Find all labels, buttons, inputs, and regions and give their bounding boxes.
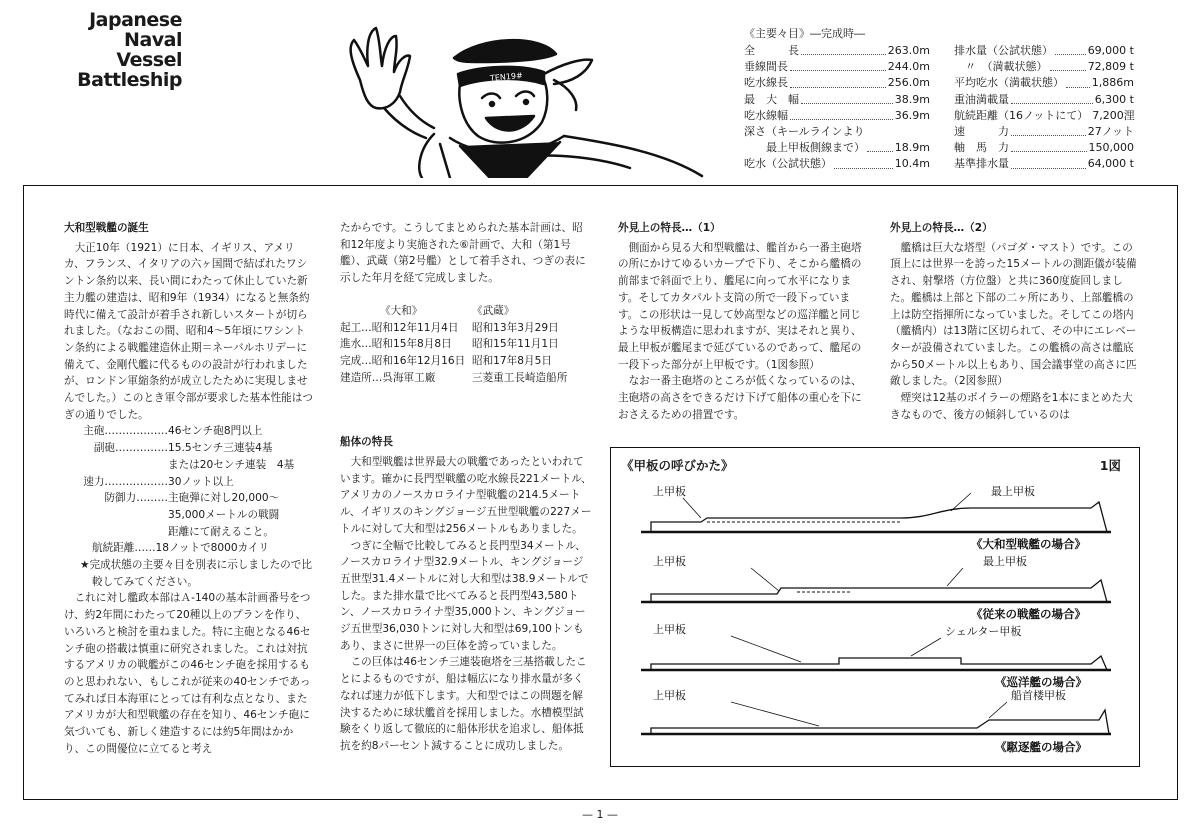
spec-value: 64,000 t: [1087, 157, 1134, 171]
specs-left-column: [744, 43, 930, 173]
figure-title: 《甲板の呼びかた》: [621, 458, 734, 473]
date-musashi: 三菱重工長崎造船所: [472, 371, 568, 384]
spec-value: 7,200浬: [1092, 108, 1135, 122]
label-upper-deck: 上甲板: [653, 623, 686, 636]
paragraph: たからです。こうしてまとめられた基本計画は、昭和12年度より実施された⑥計画で、大和（第1号艦）、武蔵（第2号艦）として着手され、つぎの表に示した年月を経て完成しました。: [340, 222, 586, 285]
label-upper-deck: 上甲板: [653, 485, 686, 498]
paragraph: 側面から見る大和型戦艦は、艦首から一番主砲塔の所にかけてゆるいカーブで下り、そこから艦橋の前部まで斜面で上り、艦尾に向って水平になります。そしてカタパルト支筒の所で一段下っています。この形状は一見して妙高型などの巡洋艦と同じような甲板構造に思われますが、実はそれと異り、最上甲板が艦尾まで延びているのであって、艦尾の一段下った部分が上甲板です。（1図参照）: [618, 241, 862, 371]
requirement-row: [64, 457, 314, 474]
title-line: Vessel: [116, 49, 182, 71]
spec-value: 263.0m: [887, 44, 930, 57]
destroyer-hull-diagram: [641, 688, 1111, 754]
dot-leader: [790, 108, 893, 120]
label-shelter-deck: シェルター甲板: [945, 625, 1022, 638]
date-yamato: 完成…昭和16年12月16日: [340, 354, 466, 367]
spec-label: 最 大 幅: [744, 92, 799, 106]
section-heading: 外見上の特長…（2）: [890, 222, 993, 234]
requirement-key: 防御力………: [104, 492, 168, 505]
spec-row: [954, 92, 1134, 108]
spec-row: [744, 75, 930, 91]
requirement-value: 15.5センチ三連装4基: [168, 442, 273, 455]
spec-label: 基準排水量: [954, 157, 1009, 171]
spec-row: [954, 108, 1134, 124]
spec-value: 1,886m: [1091, 76, 1134, 90]
date-yamato: 建造所…呉海軍工廠: [340, 371, 436, 384]
leader-line: [989, 702, 1007, 718]
article-column-2: [340, 220, 592, 755]
leader-line: [947, 568, 963, 586]
dot-leader: [867, 140, 893, 152]
requirement-key: 主砲………………: [83, 425, 168, 438]
spec-label: 垂線間長: [744, 60, 788, 74]
dot-leader: [790, 75, 886, 87]
section-heading: 外見上の特長…（1）: [618, 222, 721, 234]
article-column-3: [618, 220, 870, 423]
label-forecastle-deck: 船首楼甲板: [1011, 689, 1066, 702]
deck-naming-figure: [610, 447, 1140, 767]
dot-leader: [1011, 156, 1086, 168]
requirement-row: [64, 524, 314, 541]
date-row: [340, 336, 592, 353]
dot-leader: [1011, 124, 1086, 136]
requirement-row: [64, 507, 314, 524]
date-row: [340, 353, 592, 370]
leader-line: [683, 498, 701, 518]
spec-value: 6,300 t: [1094, 92, 1134, 106]
spec-value: 150,000: [1088, 141, 1134, 155]
requirement-key: [64, 457, 168, 474]
dot-leader: [801, 92, 893, 104]
dot-leader: [790, 59, 886, 71]
requirement-value: または20センチ連装 4基: [168, 458, 295, 471]
requirement-value: 35,000メートルの戦闘: [168, 508, 280, 521]
spec-value: 72,809 t: [1087, 60, 1134, 74]
caption-cruiser: 《巡洋艦の場合》: [995, 675, 1087, 689]
label-upper-deck: 上甲板: [653, 555, 686, 568]
spec-label: 〃 （満載状態）: [954, 60, 1048, 74]
section-heading: 船体の特長: [340, 436, 393, 449]
requirement-row: [64, 474, 314, 491]
date-musashi: 昭和13年3月29日: [472, 321, 559, 334]
spec-row: [744, 140, 930, 156]
date-musashi: 昭和17年8月5日: [472, 354, 552, 367]
paragraph: 艦橋は巨大な塔型（パゴダ・マスト）です。この頂上には世界一を誇った15メートルの測距儀が装備され、射撃塔（方位盤）と共に360度旋回しました。艦橋は上部と下部の二ヶ所にあり、上部艦橋の上は防空指揮所になっていました。そしてこの塔内（艦橋内）は13階に区切られて、その中にエレベーターが設備されていました。この艦橋の高さは艦底から50メートル以上もあり、国会議事堂の高さに匹敵しました。（2図参照）: [890, 241, 1137, 388]
spec-value: 27ノット: [1087, 125, 1134, 139]
sailor-cap-text: TEN19#: [489, 71, 524, 83]
spec-row: [744, 92, 930, 108]
requirement-value: 主砲弾に対し20,000〜: [168, 492, 280, 505]
spec-label: 最上甲板側線まで）: [744, 141, 865, 155]
requirement-key: 副砲……………: [93, 442, 168, 455]
dot-leader: [1050, 59, 1086, 71]
hull-outline: [651, 656, 1107, 670]
note-line: ★完成状態の主要々目を別表に示しましたので比較してみてください。: [80, 559, 312, 588]
leader-line: [911, 638, 941, 656]
date-musashi: 昭和15年11月1日: [472, 338, 559, 351]
spec-row: [954, 59, 1134, 75]
caption-destroyer: 《駆逐艦の場合》: [995, 740, 1087, 754]
spec-label: 吃水線長: [744, 76, 788, 90]
spec-label: 吃水線幅: [744, 108, 788, 122]
page-title: [22, 10, 182, 90]
spec-value: 69,000 t: [1087, 44, 1134, 57]
requirement-value: 30ノット以上: [168, 475, 234, 488]
dot-leader: [1066, 75, 1090, 87]
page-number: — 1 —: [582, 808, 618, 821]
range-line: 航続距離……18ノットで8000カイリ: [92, 542, 270, 555]
article-column-1: [64, 220, 314, 758]
specs-table: [744, 26, 1194, 171]
paragraph: 大正10年（1921）に日本、イギリス、アメリカ、フランス、イタリアの六ヶ国間で結ばれたワシントン条約以来、長い間にわたって休止していた新主力艦の建造は、昭和9年（1934）になると無条約時代に備えて設計が着手され新しいスタートが切られました。（なおこの間、昭和4〜5年頃にワシントン条約による戦艦建造休止期＝ネーバルホリデーに備えて、金剛代艦に代るものの設計が行われましたが、ロンドン軍縮条約が成立したために実現しませんでした。）このとき軍令部が要求した基本性能はつぎの通りでした。: [64, 241, 313, 421]
requirements-list: [64, 423, 314, 540]
paragraph: これに対し艦政本部はＡ-140の基本計画番号をつけ、約2年間にわたって20種以上のプランを作り、いろいろと検討を重ねました。特に主砲となる46センチ砲の搭載は慎重に研究されました。これは対抗するアメリカの戦艦がこの46センチ砲を採用するものと思われない、もしこれが従来の40センチであってみれば日本海軍にとっては有利な点となり、またアメリカが大和型戦艦の存在を知り、46センチ砲に気づいても、新しく建造するには約5年間はかかり、この間優位に立てると考え: [64, 592, 311, 755]
spec-row: [744, 43, 930, 59]
leader-line: [731, 636, 801, 662]
sailor-illustration: [330, 18, 730, 178]
deck-diagrams: [611, 448, 1141, 768]
requirement-value: 距離にて耐えること。: [168, 525, 274, 538]
title-line: Battleship: [77, 69, 182, 91]
label-top-deck: 最上甲板: [983, 555, 1027, 568]
spec-value: 36.9m: [894, 108, 930, 122]
spec-row: [954, 75, 1134, 91]
yamato-hull-diagram: [641, 484, 1111, 551]
specs-right-column: [954, 43, 1134, 173]
spec-label: 軸 馬 力: [954, 141, 1009, 155]
spec-value: 18.9m: [894, 141, 930, 155]
spec-row: [954, 140, 1134, 156]
paragraph: つぎに全幅で比較してみると長門型34メートル、ノースカロライナ型32.9メートル、キングジョージ五世型31.4メートルに対し大和型は38.9メートルでした。また排水量で比べてみると長門型43,580トン、ノースカロライナ型35,000トン、キングジョージ五世型36,030トンに対し大和型は69,100トンもあり、まさに世界一の巨体を誇っていました。: [340, 539, 589, 652]
dates-head-musashi: 《武蔵》: [472, 304, 515, 317]
date-row: [340, 370, 592, 387]
figure-number: 1図: [1099, 458, 1121, 473]
paragraph: 大和型戦艦は世界最大の戦艦であったといわれています。確かに長門型戦艦の吃水線長221メートル、アメリカのノースカロライナ型戦艦の214.5メートル、イギリスのキングジョージ五世型戦艦の227メートルに対して大和型は256メートルもありました。: [340, 456, 592, 535]
conventional-hull-diagram: [641, 554, 1111, 621]
spec-row: [954, 156, 1134, 172]
spec-row: [744, 108, 930, 124]
requirement-key: [64, 507, 168, 524]
title-line: Japanese: [89, 9, 182, 31]
requirement-value: 46センチ砲8門以上: [168, 425, 263, 438]
spec-row: [954, 43, 1134, 59]
hull-outline: [651, 710, 1109, 734]
section-heading: 大和型戦艦の誕生: [64, 222, 149, 234]
construction-dates: [340, 303, 592, 387]
spec-label: 速 力: [954, 125, 1009, 139]
dot-leader: [801, 43, 886, 55]
hull-outline: [651, 580, 1107, 602]
spec-value: 10.4m: [894, 157, 930, 171]
spec-label: 吃水（公試状態）: [744, 157, 832, 171]
cruiser-hull-diagram: [641, 622, 1111, 689]
spec-row: [744, 59, 930, 75]
label-top-deck: 最上甲板: [991, 485, 1035, 498]
date-yamato: 起工…昭和12年11月4日: [340, 321, 459, 334]
caption-yamato: 《大和型戦艦の場合》: [971, 537, 1086, 551]
dot-leader: [1055, 43, 1086, 55]
leader-line: [731, 702, 819, 726]
caption-conventional: 《従来の戦艦の場合》: [971, 607, 1086, 621]
date-row: [340, 320, 592, 337]
dot-leader: [1011, 92, 1093, 104]
requirement-key: [64, 524, 168, 541]
paragraph: この巨体は46センチ三連装砲塔を三基搭載したことによるものですが、船は幅広になり排水量が多くなれば速力が低下します。大和型ではこの問題を解決するために球状艦首を採用しました。水槽模型試験をくり返して徹底的に船体形状を追求し、船体抵抗を約8パーセント減することに成功しました。: [340, 656, 587, 752]
spec-row: [744, 124, 930, 140]
requirement-row: [64, 490, 314, 507]
spec-label: 重油満載量: [954, 92, 1009, 106]
paragraph: 煙突は12基のボイラーの煙路を1本にまとめた大きなもので、後方の傾斜しているのは: [890, 392, 1133, 421]
paragraph: なお一番主砲塔のところが低くなっているのは、主砲塔の高さをできるだけ下げて船体の重心を下におさえるための措置です。: [618, 375, 862, 421]
spec-label: 平均吃水（満載状態）: [954, 76, 1064, 90]
dot-leader: [1011, 140, 1087, 152]
date-yamato: 進水…昭和15年8月8日: [340, 338, 452, 351]
spec-label: 深さ（キールラインより: [744, 125, 865, 139]
title-line: Naval: [124, 29, 182, 51]
spec-value: 256.0m: [887, 76, 930, 90]
dot-leader: [834, 156, 893, 168]
spec-label: 排水量（公試状態）: [954, 44, 1053, 57]
hull-outline: [651, 502, 1107, 532]
dates-head-yamato: 《大和》: [380, 304, 423, 317]
requirement-row: [64, 440, 314, 457]
label-upper-deck: 上甲板: [653, 689, 686, 702]
leader-line: [751, 568, 779, 591]
spec-row: [954, 124, 1134, 140]
spec-value: 38.9m: [894, 92, 930, 106]
spec-value: 244.0m: [887, 60, 930, 74]
requirement-key: 速力………………: [83, 475, 168, 488]
requirement-row: [64, 423, 314, 440]
spec-label: 航続距離（16ノットにて）: [954, 108, 1089, 122]
specs-heading: 《主要々目》―完成時―: [744, 27, 865, 40]
spec-label: 全 長: [744, 44, 799, 57]
spec-row: [744, 156, 930, 172]
article-column-4: [890, 220, 1140, 423]
